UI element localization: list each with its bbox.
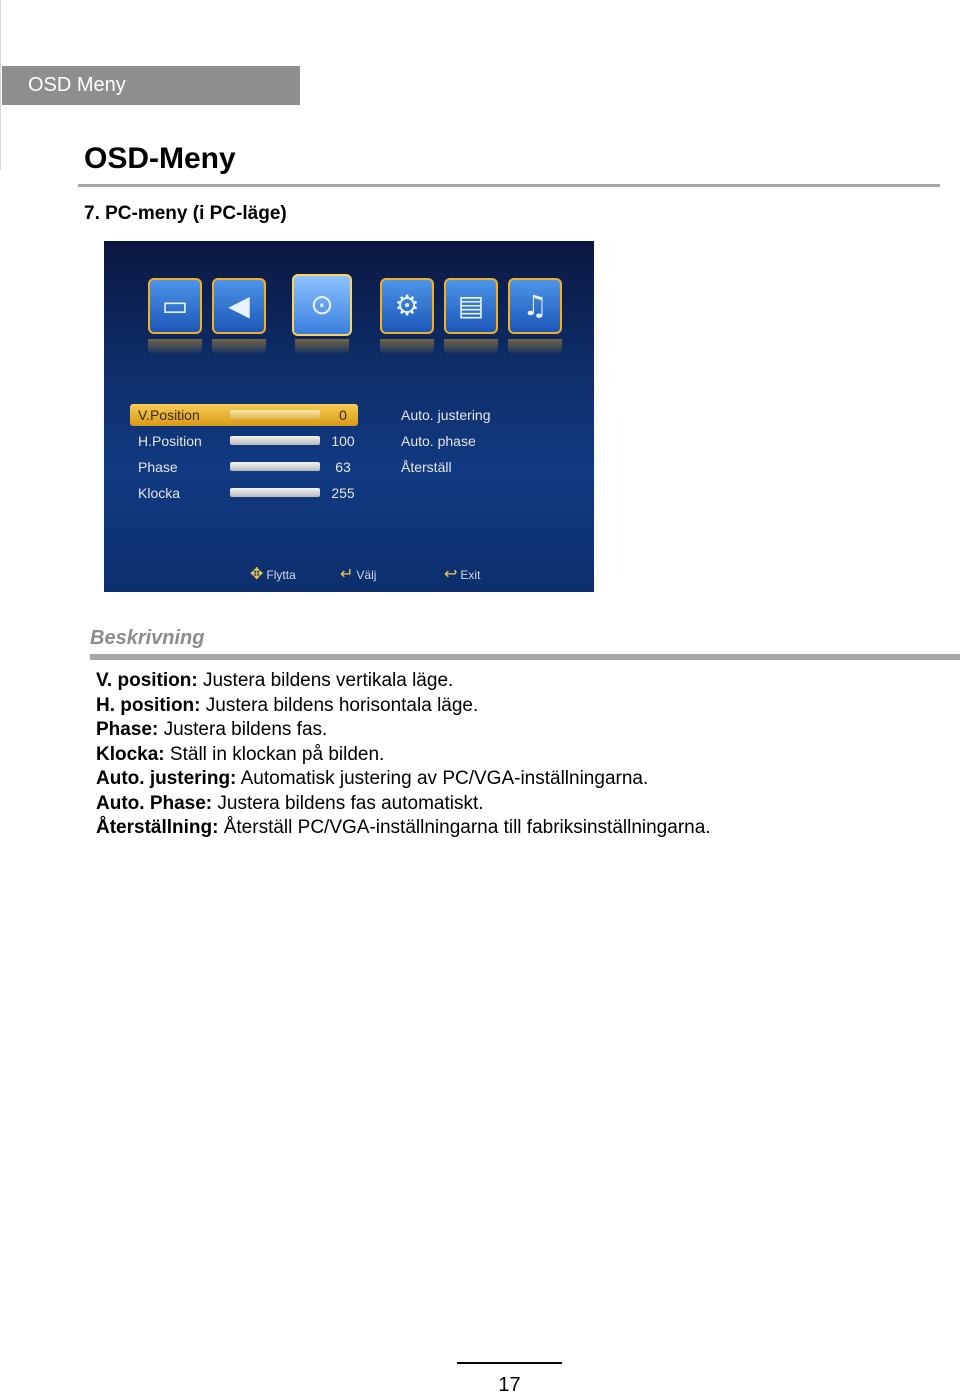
description-item xyxy=(96,670,453,692)
hint-select-label: Välj xyxy=(356,568,377,582)
tile-reflection xyxy=(508,339,562,355)
description-item xyxy=(96,719,327,741)
description-text: Justera bildens vertikala läge. xyxy=(197,670,454,691)
description-item xyxy=(96,744,384,766)
osd-row-label: Klocka xyxy=(138,485,181,501)
osd-row-slider[interactable] xyxy=(230,436,320,445)
osd-screenshot xyxy=(104,241,594,592)
osd-row-value: 255 xyxy=(331,485,355,501)
monitor-icon[interactable]: ▭ xyxy=(148,278,202,334)
left-margin-rule xyxy=(0,0,1,170)
tile-reflection xyxy=(444,339,498,355)
osd-option-reset[interactable]: Återställ xyxy=(401,459,452,475)
osd-row-slider[interactable] xyxy=(230,410,320,419)
description-text: Automatisk justering av PC/VGA-inställningarna. xyxy=(236,768,649,789)
footer-rule xyxy=(457,1362,562,1364)
tile-reflection xyxy=(295,339,349,355)
osd-row-label: Phase xyxy=(138,459,178,475)
music-disc-icon[interactable]: ♫ xyxy=(508,278,562,334)
description-term: V. position: xyxy=(96,670,198,691)
hint-move-label: Flytta xyxy=(266,568,296,582)
osd-option-auto-phase[interactable]: Auto. phase xyxy=(401,433,476,449)
gear-icon[interactable]: ⚙ xyxy=(380,278,434,334)
enter-arrow-icon: ↵ xyxy=(340,564,354,583)
description-term: Klocka: xyxy=(96,744,165,765)
osd-row-slider[interactable] xyxy=(230,462,320,471)
description-term: Återställning: xyxy=(96,817,219,838)
page-title: OSD-Meny xyxy=(84,142,236,175)
move-arrows-icon: ✥ xyxy=(250,564,264,583)
osd-row-value: 0 xyxy=(339,407,347,423)
description-text: Justera bildens horisontala läge. xyxy=(200,695,479,716)
description-term: H. position: xyxy=(96,695,201,716)
tile-reflection xyxy=(148,339,202,355)
hint-exit xyxy=(444,564,480,583)
description-term: Auto. Phase: xyxy=(96,793,213,814)
pc-signal-icon[interactable]: ⊙ xyxy=(292,274,352,336)
description-item xyxy=(96,695,478,717)
description-item xyxy=(96,768,648,790)
screen-cursor-icon[interactable]: ▤ xyxy=(444,278,498,334)
osd-row-label: H.Position xyxy=(138,433,202,449)
description-term: Auto. justering: xyxy=(96,768,237,789)
description-text: Justera bildens fas automatiskt. xyxy=(212,793,484,814)
title-divider xyxy=(78,184,940,187)
description-item xyxy=(96,793,484,815)
tile-reflection xyxy=(212,339,266,355)
description-divider xyxy=(90,654,960,660)
speaker-icon[interactable]: ◀ xyxy=(212,278,266,334)
osd-option-auto-adjust[interactable]: Auto. justering xyxy=(401,407,491,423)
osd-row-value: 100 xyxy=(331,433,355,449)
hint-select xyxy=(340,564,376,583)
osd-row-label: V.Position xyxy=(138,407,200,423)
section-subtitle: 7. PC-meny (i PC-läge) xyxy=(84,203,287,224)
tile-reflection xyxy=(380,339,434,355)
description-text: Återställ PC/VGA-inställningarna till fabriksinställningarna. xyxy=(218,817,711,838)
page-number: 17 xyxy=(498,1374,521,1396)
description-term: Phase: xyxy=(96,719,159,740)
osd-row-value: 63 xyxy=(335,459,351,475)
section-tab: OSD Meny xyxy=(2,66,300,105)
osd-row-v-position[interactable] xyxy=(130,404,358,426)
osd-row-slider[interactable] xyxy=(230,488,320,497)
hint-move xyxy=(250,564,296,583)
description-text: Justera bildens fas. xyxy=(158,719,328,740)
description-text: Ställ in klockan på bilden. xyxy=(164,744,385,765)
hint-exit-label: Exit xyxy=(460,568,481,582)
return-arrow-icon: ↩ xyxy=(444,564,458,583)
description-heading: Beskrivning xyxy=(90,627,205,649)
description-item xyxy=(96,817,711,839)
